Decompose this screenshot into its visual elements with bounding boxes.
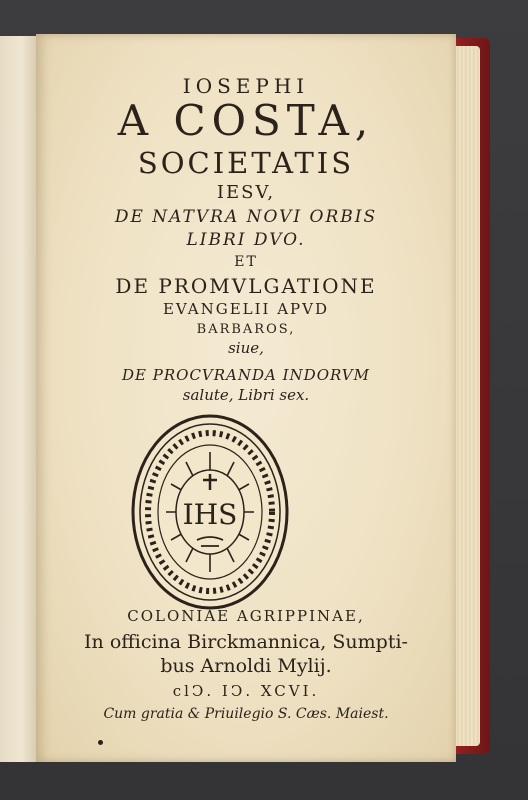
imprint-date: clↃ. IↃ. XCVI. bbox=[172, 682, 320, 700]
work-title-2c: BARBAROS, bbox=[196, 322, 296, 337]
conjunction: ET bbox=[234, 254, 258, 270]
work-title-3b: salute, Libri sex. bbox=[182, 386, 310, 404]
order-line: SOCIETATIS bbox=[137, 146, 355, 180]
title-page bbox=[36, 34, 456, 762]
sive-line: siue, bbox=[228, 339, 264, 357]
work-title-3a: DE PROCVRANDA INDORVM bbox=[122, 366, 370, 384]
work-title-2b: EVANGELII APVD bbox=[162, 300, 330, 318]
seal-monogram: IHS bbox=[182, 498, 238, 531]
author-surname: A COSTA, bbox=[117, 96, 375, 145]
ihs-seal-emblem bbox=[131, 412, 289, 612]
author-first-name: IOSEPHI bbox=[182, 74, 310, 98]
facing-page bbox=[0, 36, 37, 762]
order-line-2: IESV, bbox=[216, 182, 276, 203]
imprint-office-line-2: bus Arnoldi Mylij. bbox=[160, 655, 332, 677]
imprint-office-line-1: In officina Birckmannica, Sumpti- bbox=[84, 631, 408, 653]
ink-spot bbox=[98, 740, 103, 745]
privilege-line: Cum gratia & Priuilegio S. Cæs. Maiest. bbox=[103, 706, 389, 722]
work-title-1b: LIBRI DVO. bbox=[186, 230, 306, 250]
imprint-city: COLONIAE AGRIPPINAE, bbox=[127, 607, 365, 625]
work-title-2a: DE PROMVLGATIONE bbox=[115, 274, 377, 298]
work-title-1a: DE NATVRA NOVI ORBIS bbox=[114, 207, 378, 227]
